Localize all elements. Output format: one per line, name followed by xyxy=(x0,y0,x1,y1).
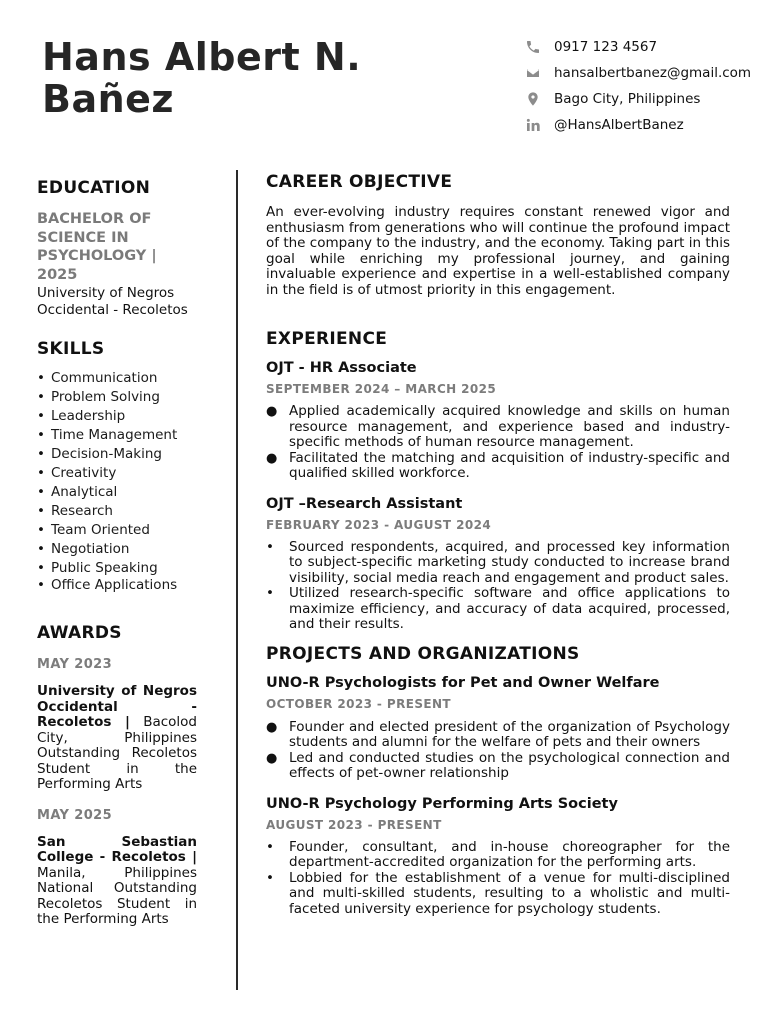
column-divider xyxy=(236,170,238,990)
skill-item: • Time Management xyxy=(37,426,197,445)
mail-icon xyxy=(524,64,542,82)
contact-info xyxy=(524,34,768,138)
project-bullets xyxy=(266,840,730,918)
project-bullets xyxy=(266,720,730,782)
name-line-1: Hans Albert N. xyxy=(42,35,362,79)
bullet-item: ● Facilitated the matching and acquisition of industry-specific and qualified skilled workforce. xyxy=(266,451,730,482)
location-text: Bago City, Philippines xyxy=(554,91,701,107)
job-title: OJT –Research Assistant xyxy=(266,495,463,512)
skill-item: • Public Speaking xyxy=(37,559,197,577)
award-detail: Bacolod City, Philippines Outstanding Recoletos Student in the Performing Arts xyxy=(37,714,197,792)
bullet-item: • Sourced respondents, acquired, and processed key information to subject-specific marketing study conducted to increase brand visibility, social media reach and engagement and product sales. xyxy=(266,540,730,587)
project-date: AUGUST 2023 - PRESENT xyxy=(266,817,442,832)
linkedin-text: @HansAlbertBanez xyxy=(554,117,684,133)
education-heading: EDUCATION xyxy=(37,178,151,198)
skill-item: • Problem Solving xyxy=(37,388,197,407)
contact-phone xyxy=(524,34,768,60)
award-detail: Manila, Philippines National Outstanding Recoletos Student in the Performing Arts xyxy=(37,864,197,927)
award-school: San Sebastian College - Recoletos | xyxy=(37,833,197,865)
skill-item: • Communication xyxy=(37,369,197,388)
contact-linkedin xyxy=(524,112,768,138)
education-school: University of Negros Occidental - Recoletos xyxy=(37,285,188,318)
project-title: UNO-R Psychologists for Pet and Owner Welfare xyxy=(266,674,660,691)
skill-item: • Office Applications xyxy=(37,577,197,593)
awards-heading: AWARDS xyxy=(37,623,122,643)
bullet-item: ● Led and conducted studies on the psychological connection and effects of pet-owner relationship xyxy=(266,751,730,782)
bullet-item: • Founder, consultant, and in-house choreographer for the department-accredited organization for the performing arts. xyxy=(266,840,730,871)
skill-item: • Creativity xyxy=(37,464,197,483)
award-description xyxy=(37,684,197,793)
job-title: OJT - HR Associate xyxy=(266,360,417,376)
candidate-name xyxy=(42,36,361,120)
award-date: MAY 2025 xyxy=(37,807,113,823)
bullet-item: ● Applied academically acquired knowledge and skills on human resource management, and experience based and industry-specific methods of human resource management. xyxy=(266,404,730,451)
experience-heading: EXPERIENCE xyxy=(266,329,388,349)
skill-item: • Team Oriented xyxy=(37,521,197,540)
linkedin-icon xyxy=(524,116,542,134)
projects-heading: PROJECTS AND ORGANIZATIONS xyxy=(266,643,580,664)
objective-heading: CAREER OBJECTIVE xyxy=(266,172,453,192)
email-text: hansalbertbanez@gmail.com xyxy=(554,65,752,81)
bullet-item: ● Founder and elected president of the organization of Psychology students and alumni for the welfare of pets and their owners xyxy=(266,720,730,751)
award-school: University of Negros Occidental - Recoletos | xyxy=(37,683,197,730)
skill-item: • Negotiation xyxy=(37,540,197,559)
bullet-item: • Lobbied for the establishment of a venue for multi-disciplined and multi-skilled students, resulting to a wholistic and multi-faceted university experience for psychology students. xyxy=(266,871,730,918)
name-line-2: Bañez xyxy=(42,77,175,121)
skill-item: • Decision-Making xyxy=(37,445,197,464)
skills-list xyxy=(37,369,197,593)
contact-email xyxy=(524,60,768,86)
contact-location xyxy=(524,86,768,112)
award-description xyxy=(37,835,197,928)
job-bullets xyxy=(266,540,730,633)
project-title: UNO-R Psychology Performing Arts Society xyxy=(266,795,618,812)
job-bullets xyxy=(266,404,730,482)
bullet-item: • Utilized research-specific software and office applications to maximize efficiency, and accuracy of data acquired, processed, and their results. xyxy=(266,586,730,633)
left-column xyxy=(37,178,197,928)
objective-text: An ever-evolving industry requires constant renewed vigor and enthusiasm from generations who will continue the profound impact of the company to the industry, and the economy. Taking part in this goal while enriching my professional journey, and gaining invaluable experience and expertise in a well-established company in the field is of utmost priority in this engagement. xyxy=(266,205,730,298)
phone-icon xyxy=(524,38,542,56)
skill-item: • Leadership xyxy=(37,407,197,426)
skills-heading: SKILLS xyxy=(37,339,105,359)
skill-item: • Research xyxy=(37,502,197,521)
job-date: SEPTEMBER 2024 – MARCH 2025 xyxy=(266,382,497,396)
location-icon xyxy=(524,90,542,108)
right-column xyxy=(266,172,730,917)
skill-item: • Analytical xyxy=(37,483,197,502)
phone-text: 0917 123 4567 xyxy=(554,39,658,55)
award-date: MAY 2023 xyxy=(37,657,113,672)
education-degree: BACHELOR OF SCIENCE IN PSYCHOLOGY | 2025 xyxy=(37,211,157,283)
job-date: FEBRUARY 2023 - AUGUST 2024 xyxy=(266,517,492,532)
project-date: OCTOBER 2023 - PRESENT xyxy=(266,696,451,711)
